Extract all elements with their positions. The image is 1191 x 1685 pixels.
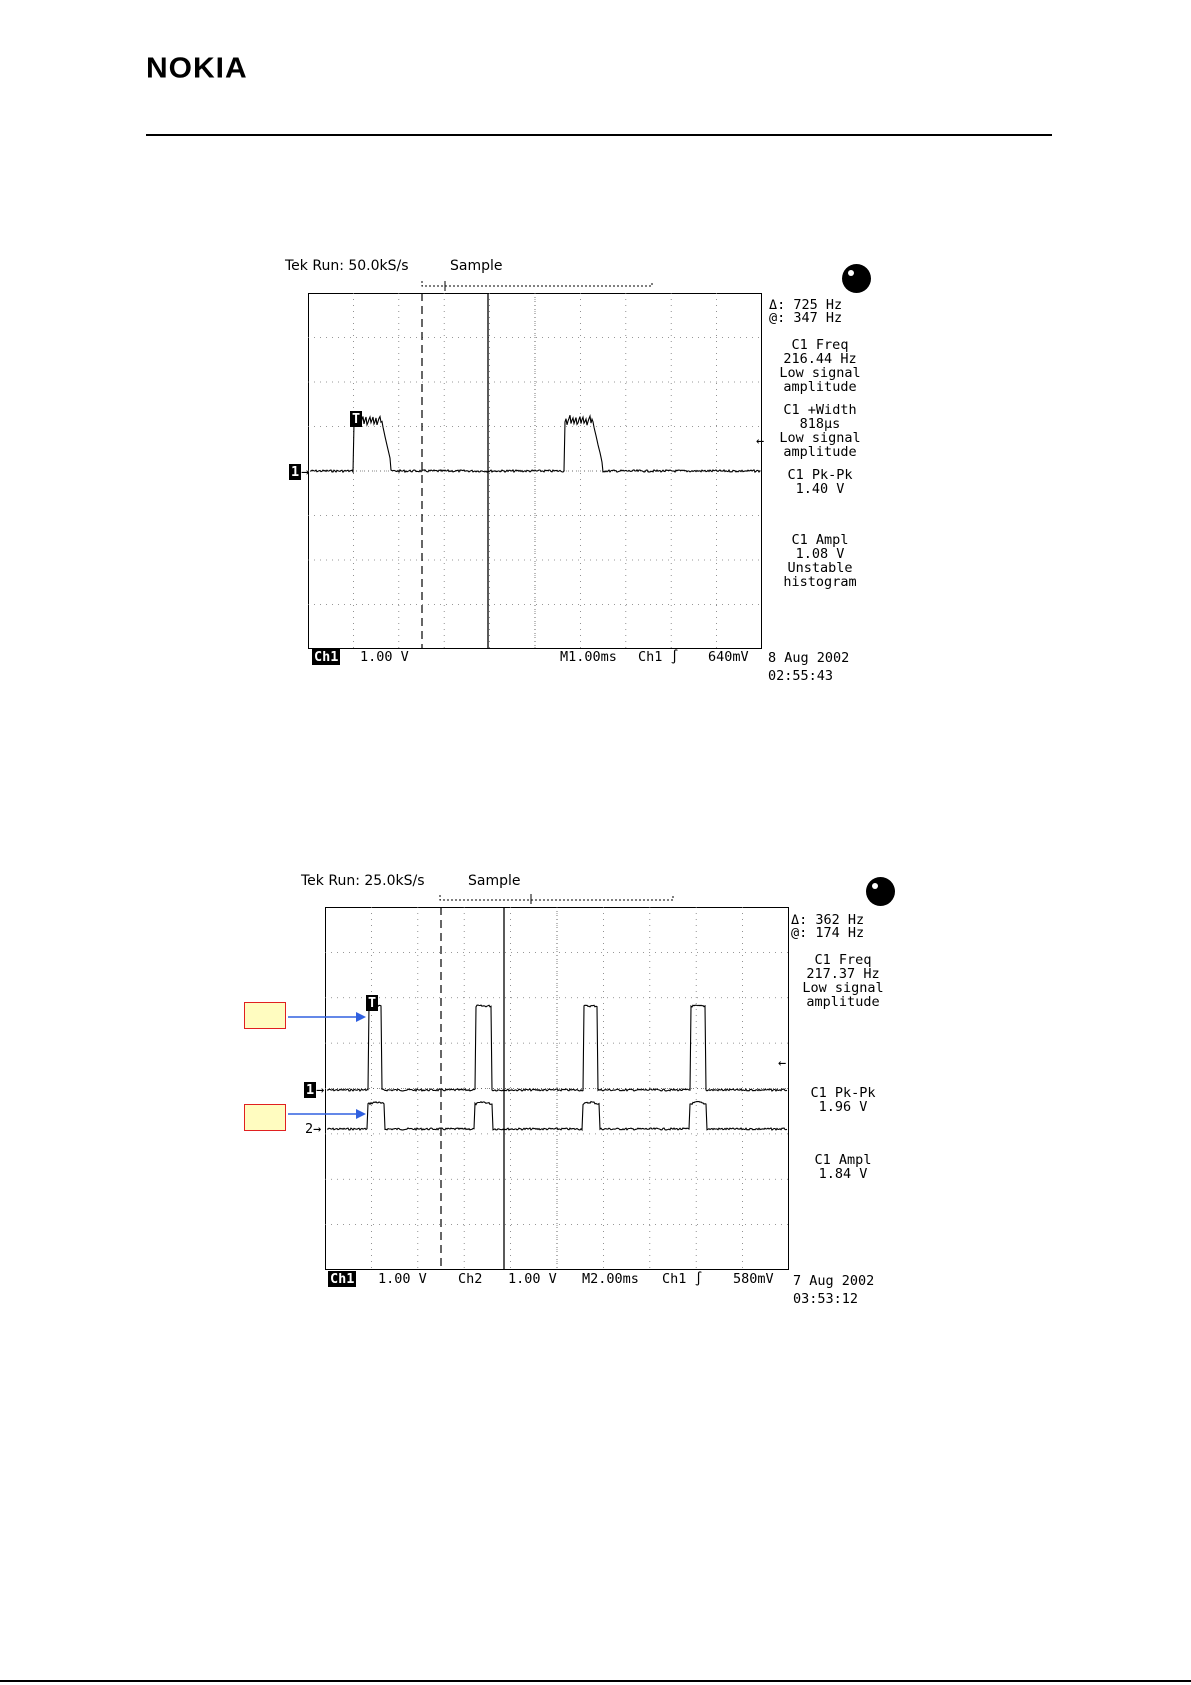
measurement-4 (793, 1153, 893, 1181)
trigger-level: 580mV (733, 1271, 774, 1287)
record-bracket (440, 895, 673, 900)
channel1-scale: 1.00 V (360, 649, 409, 665)
trigger-source: Ch1 ∫ (662, 1271, 703, 1287)
capture-date: 7 Aug 2002 (793, 1273, 875, 1289)
measurement-label: C1 Freq (814, 952, 872, 968)
trigger-level: 640mV (708, 649, 749, 665)
scope-screen (325, 907, 789, 1270)
measurement-label: C1 +Width (783, 402, 857, 418)
scope-title: Tek Run: 50.0kS/s (285, 258, 409, 274)
capture-time: 03:53:12 (793, 1291, 859, 1307)
measurement-label: C1 Freq (791, 337, 849, 353)
measurement-3 (793, 1086, 893, 1114)
measurement-note: Low signal (802, 980, 884, 996)
at-readout: @: 347 Hz (769, 310, 843, 326)
measurement-1 (770, 338, 870, 394)
channel1-label: Ch1 (330, 1271, 355, 1287)
channel1-label: Ch1 (314, 649, 339, 665)
channel2-trace (327, 1102, 787, 1131)
delta-readout: Δ: 362 Hz (791, 912, 865, 928)
trigger-marker: T (368, 995, 377, 1011)
measurement-value: 1.40 V (795, 481, 845, 497)
measurement-value: 217.37 Hz (806, 966, 880, 982)
timebase: M1.00ms (560, 649, 617, 665)
channel1-ground-marker: 1 → (291, 464, 310, 480)
channel1-trace (327, 1005, 787, 1091)
timebase: M2.00ms (582, 1271, 639, 1287)
measurement-note: histogram (783, 574, 857, 590)
measurement-value: 1.08 V (795, 546, 845, 562)
channel1-ground-marker: 1 → (306, 1082, 325, 1098)
delta-readout: Δ: 725 Hz (769, 297, 843, 313)
callout-box-channel1 (244, 1002, 286, 1029)
measurement-note: Low signal (779, 430, 861, 446)
measurement-note: amplitude (806, 994, 880, 1010)
measurement-2 (770, 403, 870, 459)
oscilloscope-capture-1 (0, 0, 1191, 700)
measurement-note: Low signal (779, 365, 861, 381)
channel2-ground-marker: 2→ (305, 1121, 322, 1137)
measurement-value: 216.44 Hz (783, 351, 857, 367)
measurement-note: Unstable (787, 560, 853, 576)
channel1-scale: 1.00 V (378, 1271, 427, 1287)
measurement-label: C1 Pk-Pk (787, 467, 853, 483)
trigger-marker: T (352, 411, 361, 427)
channel2-scale: 1.00 V (508, 1271, 557, 1287)
measurement-label: C1 Ampl (814, 1152, 872, 1168)
measurement-1 (793, 953, 893, 1009)
measurement-4 (770, 533, 870, 589)
nokia-logo: NOKIA (146, 52, 248, 85)
trigger-source: Ch1 ∫ (638, 649, 679, 665)
scope-title: Tek Run: 25.0kS/s (301, 873, 425, 889)
capture-date: 8 Aug 2002 (768, 650, 850, 666)
scope-graticule-and-trace (0, 0, 1191, 700)
measurement-label: C1 Ampl (791, 532, 849, 548)
callout-box-channel2 (244, 1104, 286, 1131)
acquisition-mode: Sample (450, 258, 503, 274)
acquisition-mode: Sample (468, 873, 521, 889)
measurement-note: amplitude (783, 379, 857, 395)
measurement-value: 1.84 V (818, 1166, 868, 1182)
capture-time: 02:55:43 (768, 668, 834, 684)
footer-rule (0, 1680, 1191, 1682)
run-indicator-icon (866, 877, 895, 906)
at-readout: @: 174 Hz (791, 925, 865, 941)
measurement-note: amplitude (783, 444, 857, 460)
measurement-value: 818µs (799, 416, 841, 432)
measurement-label: C1 Pk-Pk (810, 1085, 876, 1101)
channel2-label: Ch2 (458, 1271, 483, 1287)
measurement-value: 1.96 V (818, 1099, 868, 1115)
trigger-level-arrow-icon: ← (756, 433, 765, 449)
measurement-3 (770, 468, 870, 496)
record-bracket (422, 281, 652, 286)
trigger-level-arrow-icon: ← (778, 1055, 787, 1071)
